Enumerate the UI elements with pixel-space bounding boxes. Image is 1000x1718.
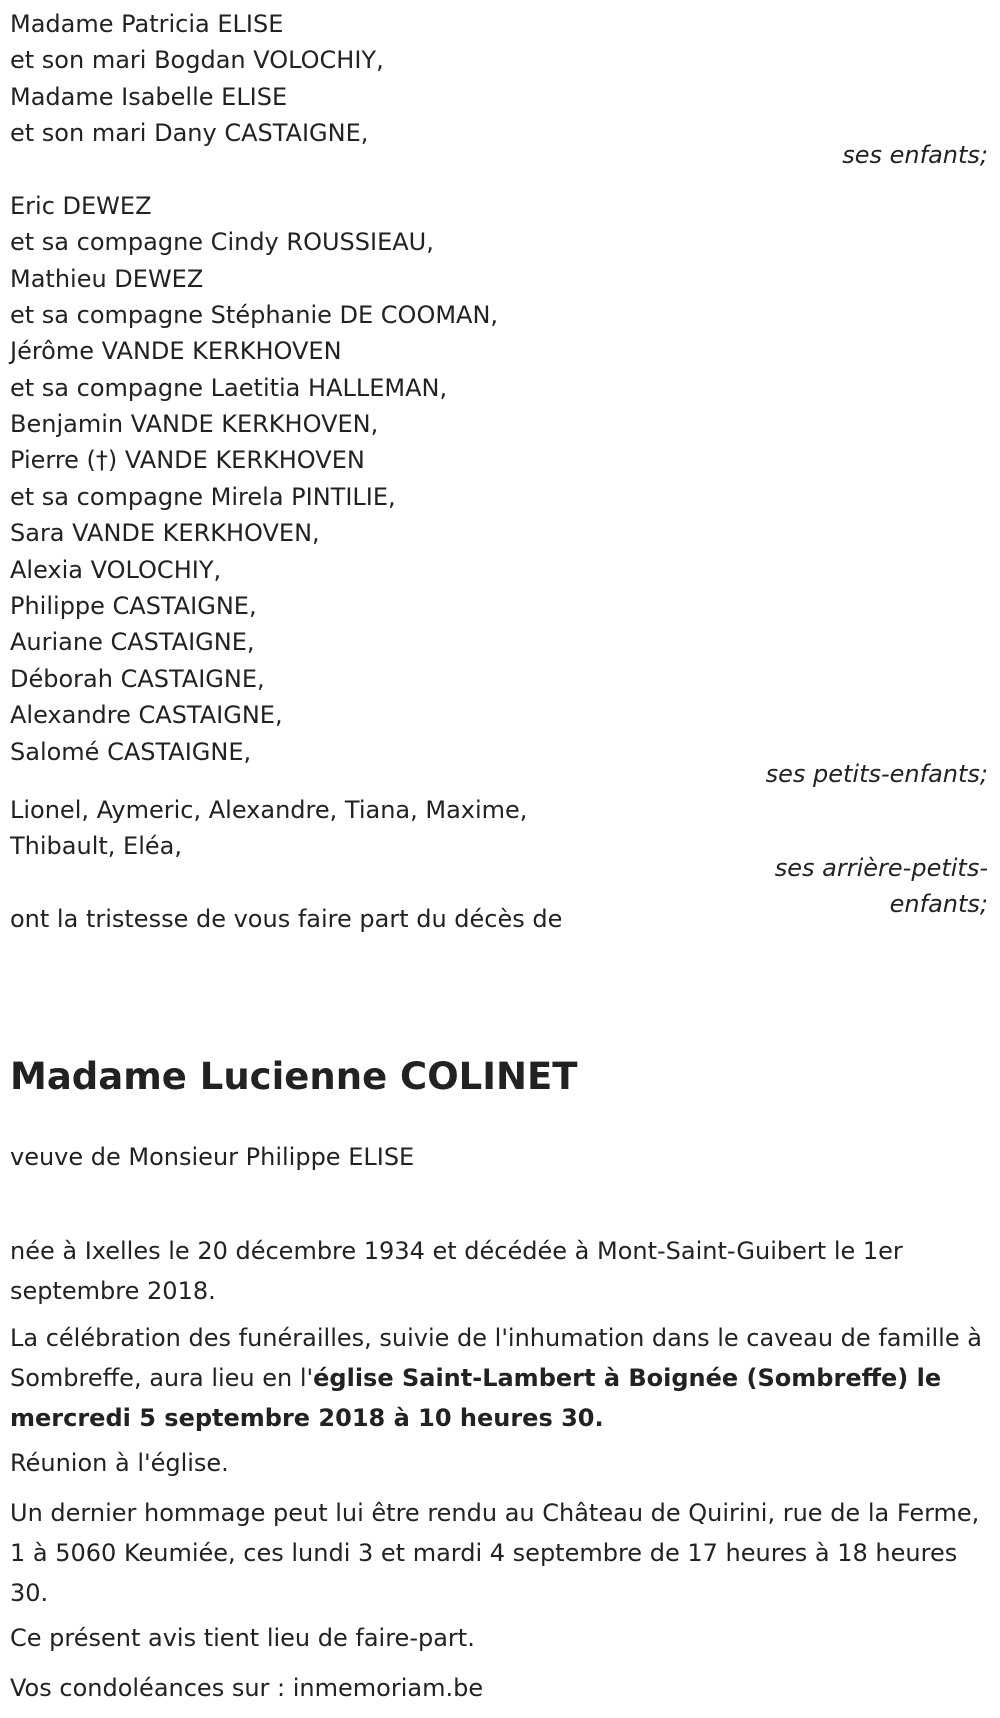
condolences-text: Vos condoléances sur : inmemoriam.be — [10, 1674, 484, 1702]
funeral-text-regular: La célébration des funérailles, suivie de l'inhumation dans le caveau de famille à Sombreffe, aura lieu en l' — [10, 1324, 982, 1392]
funeral-text-bold: église Saint-Lambert à Boignée (Sombreffe) le mercredi 5 septembre 2018 à 10 heures 30. — [10, 1364, 942, 1432]
meeting-text: Réunion à l'église. — [10, 1449, 229, 1477]
great-grandchild-line: Thibault, Eléa, — [10, 832, 182, 860]
child-line: et son mari Bogdan VOLOCHIY, — [10, 46, 384, 74]
children-relation-label: ses enfants; — [842, 141, 988, 169]
grandchild-line: Alexandre CASTAIGNE, — [10, 701, 283, 729]
grandchild-line: Philippe CASTAIGNE, — [10, 592, 257, 620]
grandchild-line: et sa compagne Stéphanie DE COOMAN, — [10, 301, 499, 329]
announcement-text: ont la tristesse de vous faire part du décès de — [10, 905, 563, 933]
funeral-text — [10, 1318, 985, 1438]
child-line: et son mari Dany CASTAIGNE, — [10, 119, 369, 147]
grandchild-line: Alexia VOLOCHIY, — [10, 556, 222, 584]
grandchild-line: et sa compagne Laetitia HALLEMAN, — [10, 374, 448, 402]
grandchild-line: et sa compagne Mirela PINTILIE, — [10, 483, 396, 511]
great-grandchildren-relation-label: ses arrière-petits- — [774, 854, 988, 882]
tribute-text: Un dernier hommage peut lui être rendu au Château de Quirini, rue de la Ferme, 1 à 5060 Keumiée, ces lundi 3 et mardi 4 septembre de 17 heures à 18 heures 30. — [10, 1499, 980, 1607]
widow-of-text: veuve de Monsieur Philippe ELISE — [10, 1143, 415, 1171]
grandchild-line: Auriane CASTAIGNE, — [10, 628, 255, 656]
grandchild-line: Sara VANDE KERKHOVEN, — [10, 519, 320, 547]
grandchild-line: Pierre (†) VANDE KERKHOVEN — [10, 446, 365, 474]
grandchild-line: Mathieu DEWEZ — [10, 265, 204, 293]
child-line: Madame Isabelle ELISE — [10, 83, 288, 111]
great-grandchild-line: Lionel, Aymeric, Alexandre, Tiana, Maxime, — [10, 796, 528, 824]
notice-text: Ce présent avis tient lieu de faire-part. — [10, 1624, 475, 1652]
grandchild-line: Eric DEWEZ — [10, 192, 152, 220]
grandchild-line: Benjamin VANDE KERKHOVEN, — [10, 410, 379, 438]
grandchild-line: Déborah CASTAIGNE, — [10, 665, 265, 693]
great-grandchildren-relation-label-cont: enfants; — [889, 890, 988, 918]
child-line: Madame Patricia ELISE — [10, 10, 284, 38]
grandchild-line: Salomé CASTAIGNE, — [10, 738, 252, 766]
deceased-name: Madame Lucienne COLINET — [10, 1055, 578, 1098]
grandchild-line: Jérôme VANDE KERKHOVEN — [10, 337, 342, 365]
grandchild-line: et sa compagne Cindy ROUSSIEAU, — [10, 228, 434, 256]
grandchildren-relation-label: ses petits-enfants; — [765, 760, 988, 788]
birth-death-text: née à Ixelles le 20 décembre 1934 et décédée à Mont-Saint-Guibert le 1er septembre 2018. — [10, 1237, 903, 1305]
